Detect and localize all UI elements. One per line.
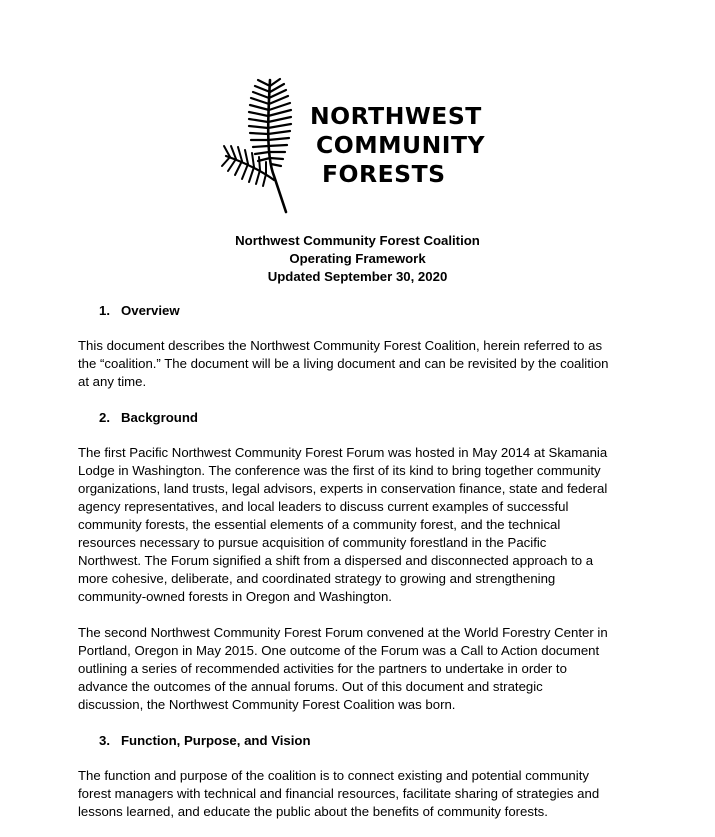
title-line-2: Operating Framework (289, 251, 426, 266)
text-line: Portland, Oregon in May 2015. One outcome of the Forum was a Call to Action document (78, 643, 600, 658)
paragraph (78, 444, 648, 606)
text-line: lessons learned, and educate the public about the benefits of community forests. (78, 804, 548, 819)
text-line: at any time. (78, 374, 147, 389)
title-line-1: Northwest Community Forest Coalition (235, 233, 480, 248)
text-line: organizations, land trusts, legal advisors, experts in conservation finance, state and federal (78, 481, 608, 496)
text-line: community-owned forests in Oregon and Washington. (78, 589, 392, 604)
text-line: The second Northwest Community Forest Forum convened at the World Forestry Center in (78, 625, 608, 640)
text-line: Northwest. The Forum signified a shift from a dispersed and disconnected approach to a (78, 553, 594, 568)
paragraph (78, 337, 648, 391)
title-line-3: Updated September 30, 2020 (267, 269, 448, 284)
section-title: Background (121, 410, 198, 425)
section-title: Overview (121, 303, 180, 318)
section-heading-overview (99, 302, 648, 320)
text-line: discussion, the Northwest Community Forest Coalition was born. (78, 697, 456, 712)
text-line: forest managers with technical and financial resources, facilitate sharing of strategies and (78, 786, 600, 801)
section-heading-background (99, 409, 648, 427)
text-line: advance the outcomes of the annual forums. Out of this document and strategic (78, 679, 543, 694)
text-line: community forests, the essential elements of a community forest, and the technical (78, 517, 561, 532)
text-line: This document describes the Northwest Community Forest Coalition, herein referred to as (78, 338, 603, 353)
logo-wordmark (310, 102, 485, 189)
text-line: the “coalition.” The document will be a living document and can be revisited by the coalition (78, 356, 609, 371)
logo (218, 76, 508, 216)
section-heading-function-purpose-vision (99, 732, 648, 750)
text-line: Lodge in Washington. The conference was the first of its kind to bring together community (78, 463, 601, 478)
text-line: The first Pacific Northwest Community Forest Forum was hosted in May 2014 at Skamania (78, 445, 608, 460)
document-title (0, 232, 715, 286)
paragraph (78, 624, 648, 714)
section-number: 2. (99, 410, 110, 425)
paragraph (78, 767, 648, 821)
text-line: outlining a series of recommended activities for the partners to undertake in order to (78, 661, 567, 676)
section-number: 1. (99, 303, 110, 318)
text-line: more cohesive, deliberate, and coordinated strategy to growing and strengthening (78, 571, 556, 586)
logo-line-1: NORTHWEST (310, 102, 482, 130)
text-line: agency representatives, and local leaders to discuss current examples of successful (78, 499, 569, 514)
section-title: Function, Purpose, and Vision (121, 733, 311, 748)
section-number: 3. (99, 733, 110, 748)
pine-branch-icon (218, 76, 313, 216)
text-line: The function and purpose of the coalition is to connect existing and potential community (78, 768, 589, 783)
logo-line-3: FORESTS (322, 160, 446, 188)
text-line: resources necessary to pursue acquisition of community forestland in the Pacific (78, 535, 547, 550)
logo-line-2: COMMUNITY (316, 131, 486, 159)
document-body (78, 302, 648, 821)
